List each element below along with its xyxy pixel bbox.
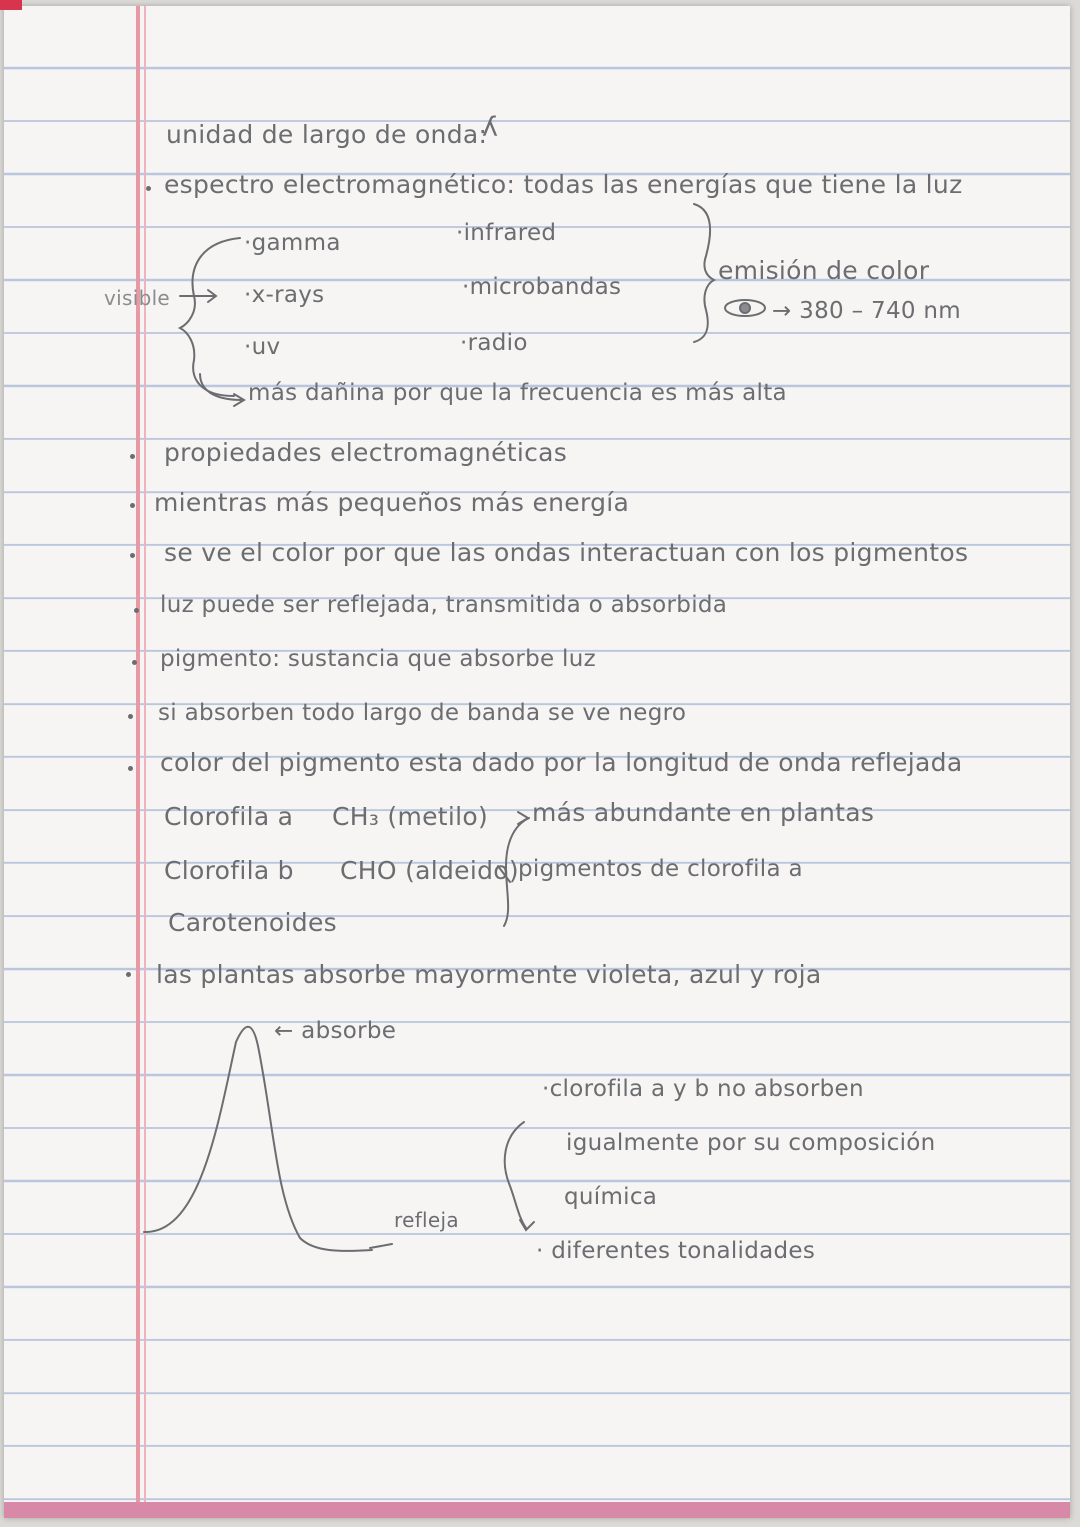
emission-brace: [694, 204, 714, 342]
bullet: [126, 972, 131, 977]
unit-line: unidad de largo de onda:: [166, 120, 488, 149]
pigment-line: pigmento: sustancia que absorbe luz: [160, 646, 596, 672]
lambda-symbol: ʎ: [482, 112, 499, 143]
bullet: [132, 660, 137, 665]
reflects-label: refleja: [394, 1208, 459, 1232]
chl-a-group: CH₃ (metilo): [332, 802, 489, 831]
notes-bracket: [505, 1122, 526, 1228]
chl-a-label: Clorofila a: [164, 802, 294, 831]
plants-absorb-line: las plantas absorbe mayormente violeta, azul y roja: [156, 960, 822, 989]
note-line-4: · diferentes tonalidades: [536, 1238, 816, 1264]
note-line-1: ·clorofila a y b no absorben: [542, 1076, 864, 1102]
bullet: [134, 608, 139, 613]
bullet: [130, 553, 135, 558]
uv-label: ·uv: [244, 334, 281, 360]
absorb-all-line: si absorben todo largo de banda se ve negro: [158, 700, 687, 726]
range-label: → 380 – 740 nm: [772, 298, 961, 324]
reflects-arrow: [370, 1244, 392, 1248]
note-line-3: química: [564, 1184, 658, 1210]
absorbs-label: ← absorbe: [274, 1018, 397, 1044]
notebook-page: [4, 6, 1070, 1518]
infrared-label: ·infrared: [456, 220, 557, 246]
gamma-label: ·gamma: [244, 230, 341, 256]
smaller-line: mientras más pequeños más energía: [154, 488, 630, 517]
spectrum-line: espectro electromagnético: todas las energías que tiene la luz: [164, 170, 963, 199]
carotenoids-label: Carotenoides: [168, 908, 337, 937]
microwaves-label: ·microbandas: [462, 274, 622, 300]
light-can-line: luz puede ser reflejada, transmitida o absorbida: [160, 592, 728, 618]
bullet: [146, 186, 151, 191]
bullet: [130, 454, 135, 459]
bullet: [130, 503, 135, 508]
radio-label: ·radio: [460, 330, 528, 356]
properties-line: propiedades electromagnéticas: [164, 438, 568, 467]
chl-b-group: CHO (aldeido): [340, 856, 519, 885]
bullet: [128, 714, 133, 719]
bullet: [128, 766, 133, 771]
visible-label: visible: [104, 286, 171, 310]
emission-label: emisión de color: [718, 256, 930, 285]
chl-a-note: más abundante en plantas: [532, 798, 875, 827]
pigment-color-line: color del pigmento esta dado por la longitud de onda reflejada: [160, 748, 963, 777]
chl-b-label: Clorofila b: [164, 856, 294, 885]
absorption-peak: [144, 1027, 372, 1251]
left-group-brace: [180, 238, 240, 396]
xrays-label: ·x-rays: [244, 282, 325, 308]
color-seen-line: se ve el color por que las ondas interactuan con los pigmentos: [164, 538, 969, 567]
chl-b-note: pigmentos de clorofila a: [518, 856, 803, 882]
note-line-2: igualmente por su composición: [566, 1130, 936, 1156]
harmful-line: más dañina por que la frecuencia es más alta: [248, 380, 787, 406]
